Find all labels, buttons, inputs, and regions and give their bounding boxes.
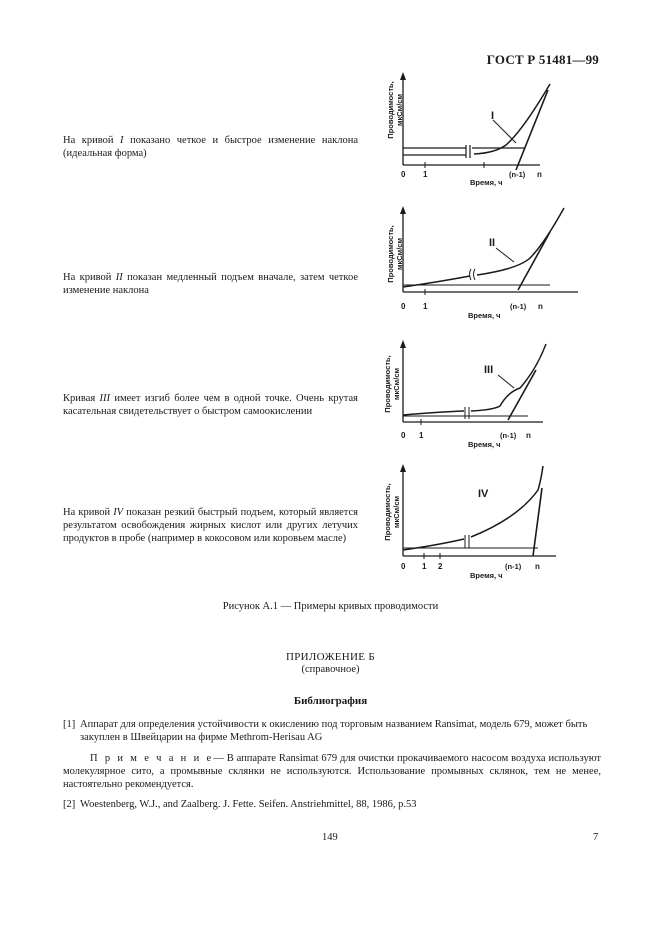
bibliography-entry-number: [1] xyxy=(63,719,76,730)
x-tick-label-n-minus-1: (n-1) xyxy=(505,562,522,571)
conductivity-chart-4 xyxy=(378,458,578,588)
conductivity-curve xyxy=(474,84,550,154)
x-tick-label-n-minus-1: (n-1) xyxy=(510,302,527,311)
x-tick-label-n: n xyxy=(535,562,540,571)
y-axis-label-line-2: мкСм/см xyxy=(395,93,404,127)
curve-4-description: На кривой IV показан резкий быстрый подъем, который является результатом освобождения жирных кислот или других летучих продуктов в пробе (например в кокосовом или коровьем масле) xyxy=(63,507,359,544)
y-axis-label-line-1: Проводимость, xyxy=(386,81,395,139)
y-axis-label-line-1: Проводимость, xyxy=(383,483,392,541)
y-axis-label-line-1: Проводимость, xyxy=(386,225,395,283)
bibliography-entry xyxy=(63,798,603,811)
note-paragraph xyxy=(63,752,601,791)
break-mark-1 xyxy=(470,269,472,280)
x-tick-label-0: 0 xyxy=(401,562,406,571)
curve-3-description: Кривая III имеет изгиб более чем в одной точке. Очень крутая касательная свидетельствует о быстром самоокислении xyxy=(63,393,358,417)
curve-label-leader xyxy=(496,248,514,262)
x-tick-label-1: 1 xyxy=(422,562,427,571)
y-axis-label-line-2: мкСм/см xyxy=(392,367,401,401)
curve-label-leader xyxy=(493,120,516,143)
bibliography-entry-text: Woestenberg, W.J., and Zaalberg. J. Fette. Seifen. Anstriehmittel, 88, 1986, p.53 xyxy=(80,799,417,810)
bibliography-title: Библиография xyxy=(293,695,368,707)
x-axis-label: Время, ч xyxy=(470,178,503,187)
x-tick-label-1: 1 xyxy=(419,431,424,440)
x-axis-label: Время, ч xyxy=(468,440,501,449)
x-tick-label-0: 0 xyxy=(401,170,406,179)
y-axis-label-line-1: Проводимость, xyxy=(383,355,392,413)
x-tick-label-1: 1 xyxy=(423,302,428,311)
y-axis-arrow xyxy=(400,464,406,472)
x-axis-label: Время, ч xyxy=(468,311,501,320)
conductivity-chart-3 xyxy=(378,330,578,450)
y-axis-label-line-2: мкСм/см xyxy=(392,495,401,529)
conductivity-curve xyxy=(471,344,546,411)
curve-2-description: На кривой II показан медленный подъем вначале, затем четкое изменение наклона xyxy=(63,272,359,296)
curve-label-leader xyxy=(498,375,514,388)
curve-left xyxy=(403,411,464,415)
page-number-center: 149 xyxy=(322,832,338,843)
conductivity-chart-2 xyxy=(378,204,578,324)
tangent-line xyxy=(508,370,536,420)
x-tick-label-1: 1 xyxy=(423,170,428,179)
curve-label-roman: II xyxy=(489,237,496,249)
x-tick-label-n: n xyxy=(537,170,542,179)
y-axis-arrow xyxy=(400,206,406,214)
bibliography-entry xyxy=(63,718,603,744)
tangent-line xyxy=(533,488,542,556)
x-tick-label-n: n xyxy=(526,431,531,440)
bibliography-entry-text: Аппарат для определения устойчивости к окислению под торговым названием Ransimat, модель 679, может быть закуплен в Швейцарии на фирме Methrom-Herisau AG xyxy=(80,719,588,743)
break-mark-2 xyxy=(474,269,476,280)
conductivity-chart-1 xyxy=(378,68,578,188)
appendix-subtitle: (справочное) xyxy=(301,664,360,675)
figure-caption: Рисунок А.1 — Примеры кривых проводимости xyxy=(222,601,439,612)
x-tick-label-0: 0 xyxy=(401,302,406,311)
x-tick-label-n-minus-1: (n-1) xyxy=(509,170,526,179)
bibliography-entry-number: [2] xyxy=(63,799,76,810)
x-axis-label: Время, ч xyxy=(470,571,503,580)
document-code: ГОСТ Р 51481—99 xyxy=(486,52,599,67)
curve-1-description: На кривой I показано четкое и быстрое изменение наклона (идеальная форма) xyxy=(63,135,358,159)
tangent-line xyxy=(518,232,550,290)
y-axis-label-line-2: мкСм/см xyxy=(395,237,404,271)
conductivity-curve xyxy=(471,466,543,537)
note-label: П р и м е ч а н и е xyxy=(90,753,214,764)
page-number-right: 7 xyxy=(593,832,599,843)
y-axis-arrow xyxy=(400,340,406,348)
curve-label-roman: IV xyxy=(478,488,489,500)
curve-label-roman: III xyxy=(484,364,494,376)
note-text: — В аппарате Ransimat 679 для очистки прокачиваемого насосом воздуха используют молекулярное сито, а промывные склянки не используются. Использование промывных склянок, тем не менее, настоятельно рекомендуется. xyxy=(63,753,601,790)
tangent-line xyxy=(516,90,548,170)
x-tick-label-2: 2 xyxy=(438,562,443,571)
x-tick-label-n: n xyxy=(538,302,543,311)
curve-label-roman: I xyxy=(491,110,495,122)
x-tick-label-n-minus-1: (n-1) xyxy=(500,431,517,440)
x-tick-label-0: 0 xyxy=(401,431,406,440)
y-axis-arrow xyxy=(400,72,406,80)
appendix-title: ПРИЛОЖЕНИЕ Б xyxy=(286,651,375,663)
